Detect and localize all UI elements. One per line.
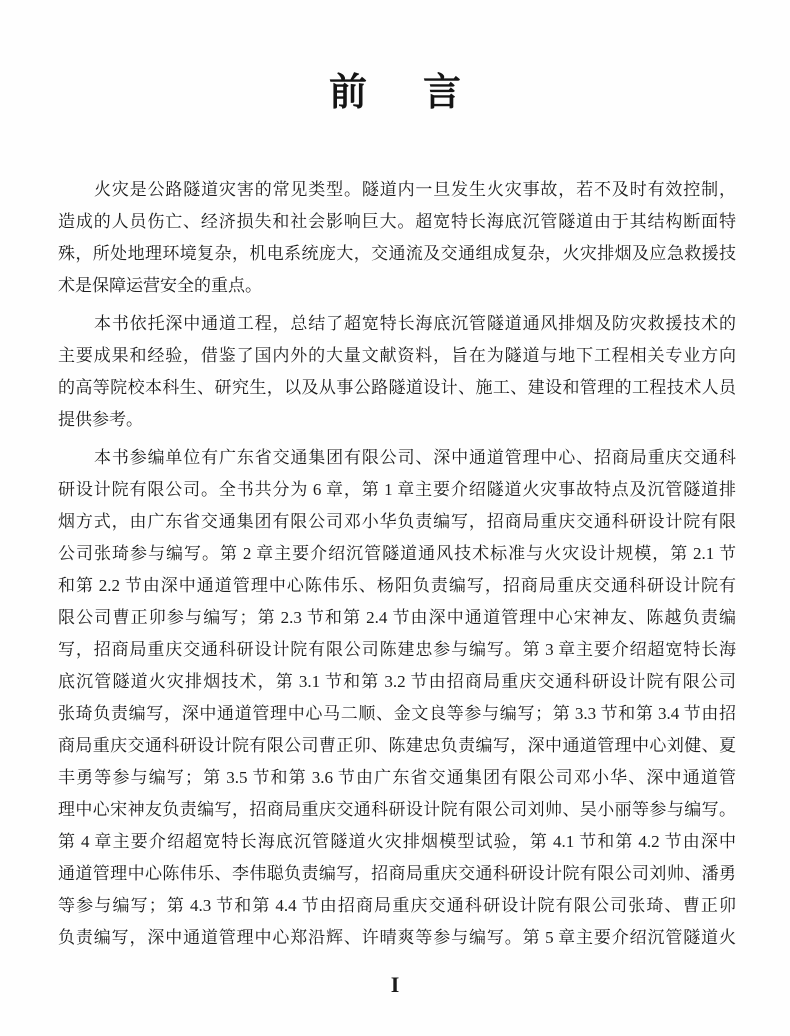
paragraph-line: 张琦负责编写，深中通道管理中心马二顺、金文良等参与编写；第 3.3 节和第 3.4 节由招	[58, 704, 736, 723]
paragraph-line: 负责编写，深中通道管理中心郑沿辉、许晴爽等参与编写。第 5 章主要介绍沉管隧道火	[58, 928, 736, 947]
paragraph-line: 丰勇等参与编写；第 3.5 节和第 3.6 节由广东省交通集团有限公司邓小华、深中通道管	[58, 768, 736, 787]
paragraph-line: 主要成果和经验，借鉴了国内外的大量文献资料，旨在为隧道与地下工程相关专业方向	[58, 346, 736, 365]
paragraph-line: 研设计院有限公司。全书共分为 6 章，第 1 章主要介绍隧道火灾事故特点及沉管隧道排	[58, 480, 736, 499]
paragraph-line: 和第 2.2 节由深中通道管理中心陈伟乐、杨阳负责编写，招商局重庆交通科研设计院有	[58, 576, 736, 595]
page-number: I	[390, 972, 400, 997]
page-title: 前言	[328, 70, 517, 114]
preface-body	[58, 174, 736, 954]
paragraph-line: 第 4 章主要介绍超宽特长海底沉管隧道火灾排烟模型试验，第 4.1 节和第 4.2 节由深中	[58, 832, 736, 851]
paragraph-line: 底沉管隧道火灾排烟技术，第 3.1 节和第 3.2 节由招商局重庆交通科研设计院有限公司	[58, 672, 736, 691]
paragraph-line: 的高等院校本科生、研究生，以及从事公路隧道设计、施工、建设和管理的工程技术人员	[58, 378, 736, 397]
paragraph-line: 本书参编单位有广东省交通集团有限公司、深中通道管理中心、招商局重庆交通科	[94, 448, 736, 467]
paragraph-line: 等参与编写；第 4.3 节和第 4.4 节由招商局重庆交通科研设计院有限公司张琦、曹正卯	[58, 896, 736, 915]
paragraph-1	[58, 174, 736, 302]
paragraph-line: 限公司曹正卯参与编写；第 2.3 节和第 2.4 节由深中通道管理中心宋神友、陈越负责编	[58, 608, 736, 627]
paragraph-line: 写，招商局重庆交通科研设计院有限公司陈建忠参与编写。第 3 章主要介绍超宽特长海	[58, 640, 736, 659]
paragraph-line: 理中心宋神友负责编写，招商局重庆交通科研设计院有限公司刘帅、吴小丽等参与编写。	[58, 800, 736, 819]
paragraph-line: 火灾是公路隧道灾害的常见类型。隧道内一旦发生火灾事故，若不及时有效控制，	[94, 180, 736, 199]
paragraph-line: 通道管理中心陈伟乐、李伟聪负责编写，招商局重庆交通科研设计院有限公司刘帅、潘勇	[58, 864, 736, 883]
paragraph-line: 术是保障运营安全的重点。	[58, 276, 262, 295]
paragraph-2	[58, 308, 736, 436]
paragraph-line: 本书依托深中通道工程，总结了超宽特长海底沉管隧道通风排烟及防灾救援技术的	[94, 314, 736, 333]
paragraph-line: 提供参考。	[58, 410, 143, 429]
paragraph-line: 商局重庆交通科研设计院有限公司曹正卯、陈建忠负责编写，深中通道管理中心刘健、夏	[58, 736, 736, 755]
paragraph-line: 造成的人员伤亡、经济损失和社会影响巨大。超宽特长海底沉管隧道由于其结构断面特	[58, 212, 736, 231]
paragraph-line: 殊，所处地理环境复杂，机电系统庞大，交通流及交通组成复杂，火灾排烟及应急救援技	[58, 244, 736, 263]
paragraph-line: 公司张琦参与编写。第 2 章主要介绍沉管隧道通风技术标准与火灾设计规模，第 2.1 节	[58, 544, 736, 563]
paragraph-line: 烟方式，由广东省交通集团有限公司邓小华负责编写，招商局重庆交通科研设计院有限	[58, 512, 736, 531]
paragraph-3	[58, 442, 736, 954]
